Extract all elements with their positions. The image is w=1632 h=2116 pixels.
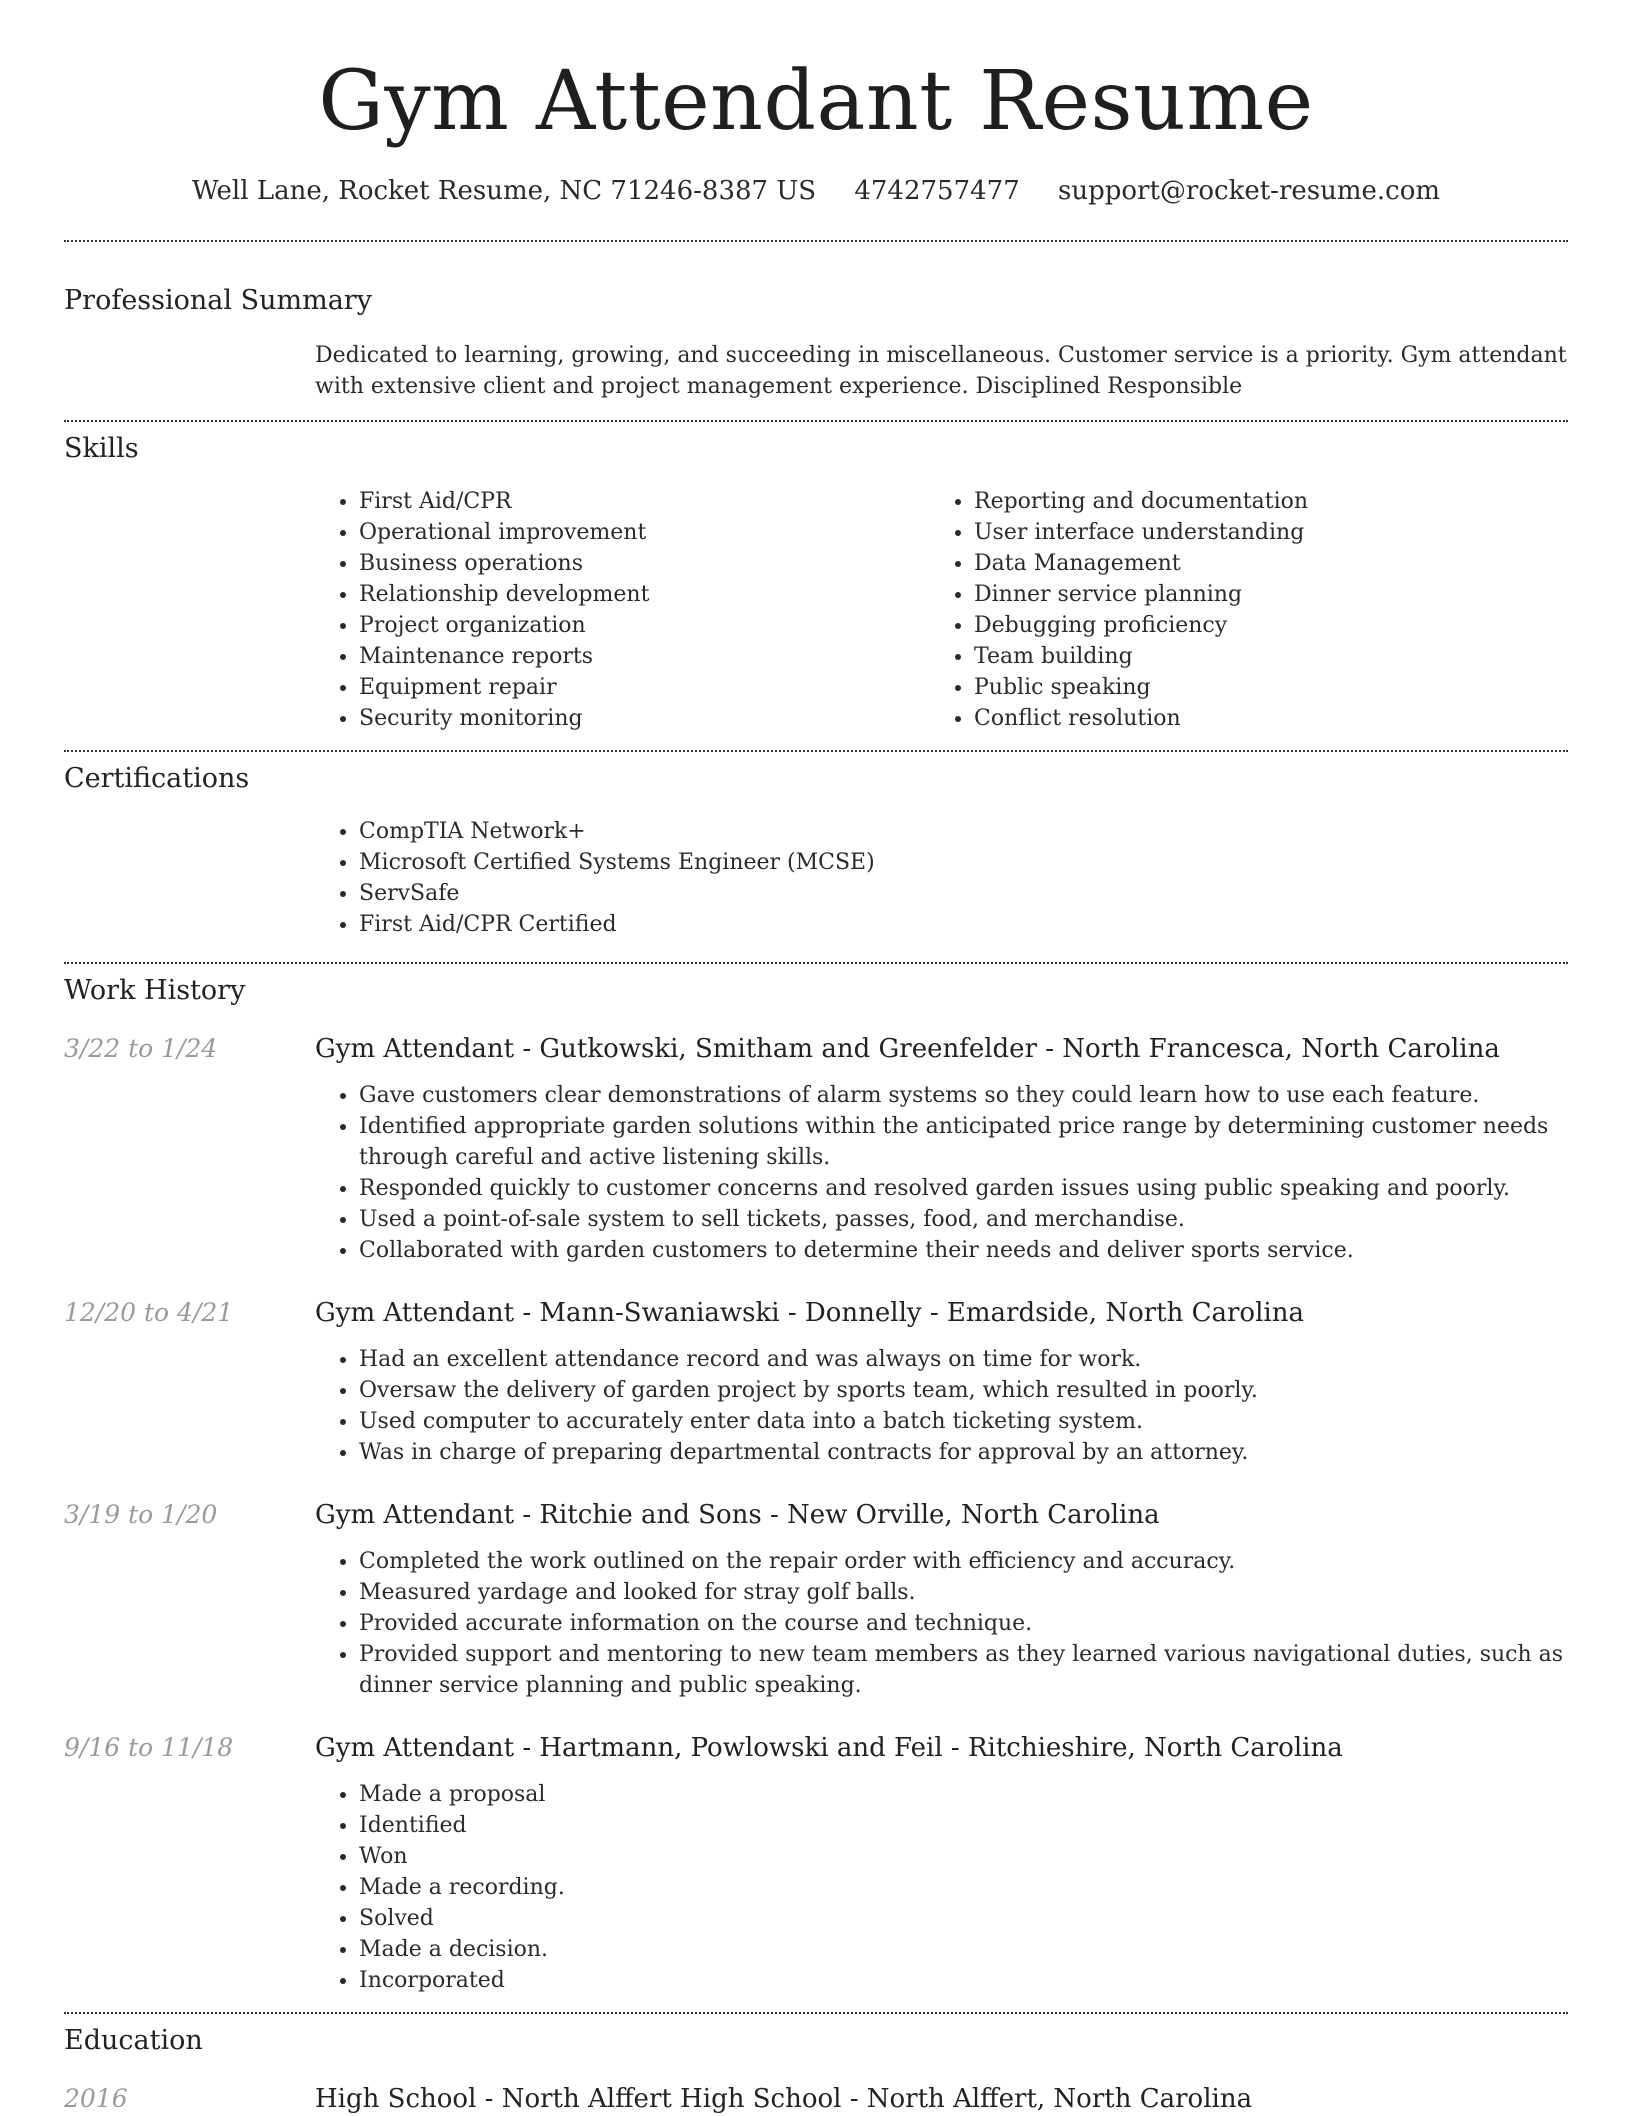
job-bullet: • Used a point-of-sale system to sell tickets, passes, food, and merchandise.	[359, 1204, 1568, 1235]
certification-item: • Microsoft Certified Systems Engineer (MCSE)	[359, 847, 1568, 878]
job-title: Gym Attendant - Gutkowski, Smitham and Greenfelder - North Francesca, North Carolina	[315, 1034, 1500, 1064]
skills-list-left	[315, 486, 930, 734]
job-details	[315, 1731, 1568, 1996]
job-bullet: • Made a proposal	[359, 1779, 1568, 1810]
resume-title: Gym Attendant Resume	[318, 54, 1314, 149]
contact-phone: 4742757477	[854, 176, 1020, 206]
education-entry	[64, 2082, 1568, 2116]
skill-item: • Team building	[974, 641, 1545, 672]
certification-item: • CompTIA Network+	[359, 816, 1568, 847]
job-details	[315, 1498, 1568, 1701]
summary-text: Dedicated to learning, growing, and succeeding in miscellaneous. Customer service is a priority. Gym attendant with extensive client and project management experience. Disciplined Responsible	[315, 343, 1567, 399]
certifications-list	[315, 816, 1568, 940]
section-title-summary: Professional Summary	[64, 285, 372, 316]
job-details	[315, 1296, 1568, 1468]
divider	[64, 750, 1568, 752]
skill-item: • Public speaking	[974, 672, 1545, 703]
job-entry	[64, 1032, 1568, 1266]
skill-item: • Equipment repair	[359, 672, 930, 703]
job-bullet: • Completed the work outlined on the repair order with efficiency and accuracy.	[359, 1546, 1568, 1577]
job-bullet: • Identified	[359, 1810, 1568, 1841]
job-date: 9/16 to 11/18	[64, 1733, 234, 1762]
contact-address: Well Lane, Rocket Resume, NC 71246-8387 US	[191, 176, 817, 206]
job-entry	[64, 1296, 1568, 1468]
job-entry	[64, 1498, 1568, 1701]
job-bullets	[315, 1546, 1568, 1701]
contact-email: support@rocket-resume.com	[1058, 176, 1441, 206]
job-date: 12/20 to 4/21	[64, 1298, 234, 1327]
divider	[64, 420, 1568, 422]
job-bullet: • Responded quickly to customer concerns and resolved garden issues using public speaking and poorly.	[359, 1173, 1568, 1204]
skill-item: • Conflict resolution	[974, 703, 1545, 734]
job-title: Gym Attendant - Hartmann, Powlowski and Feil - Ritchieshire, North Carolina	[315, 1733, 1343, 1763]
job-bullet: • Used computer to accurately enter data into a batch ticketing system.	[359, 1406, 1568, 1437]
skill-item: • Relationship development	[359, 579, 930, 610]
skills-columns	[315, 486, 1568, 734]
section-title-skills: Skills	[64, 433, 139, 464]
job-title: Gym Attendant - Mann-Swaniawski - Donnelly - Emardside, North Carolina	[315, 1298, 1304, 1328]
education-title: High School - North Alffert High School - North Alffert, North Carolina	[315, 2084, 1253, 2114]
skill-item: • Reporting and documentation	[974, 486, 1545, 517]
section-certifications	[64, 762, 1568, 940]
divider	[64, 240, 1568, 242]
job-bullet: • Oversaw the delivery of garden project by sports team, which resulted in poorly.	[359, 1375, 1568, 1406]
contact-line	[64, 174, 1568, 208]
skill-item: • Security monitoring	[359, 703, 930, 734]
job-bullet: • Collaborated with garden customers to determine their needs and deliver sports service.	[359, 1235, 1568, 1266]
section-title-certifications: Certifications	[64, 763, 250, 794]
job-date: 3/22 to 1/24	[64, 1034, 218, 1063]
section-skills	[64, 432, 1568, 734]
job-bullet: • Provided accurate information on the course and technique.	[359, 1608, 1568, 1639]
skill-item: • Business operations	[359, 548, 930, 579]
job-bullet: • Provided support and mentoring to new team members as they learned various navigational duties, such as dinner service planning and public speaking.	[359, 1639, 1568, 1701]
job-bullets	[315, 1080, 1568, 1266]
job-date: 3/19 to 1/20	[64, 1500, 218, 1529]
education-date: 2016	[64, 2084, 128, 2113]
job-details	[315, 1032, 1568, 1266]
certification-item: • First Aid/CPR Certified	[359, 909, 1568, 940]
job-bullets	[315, 1344, 1568, 1468]
job-bullet: • Made a decision.	[359, 1934, 1568, 1965]
skills-list-right	[930, 486, 1545, 734]
resume-page	[64, 0, 1568, 2116]
section-title-work: Work History	[64, 975, 246, 1006]
section-education	[64, 2024, 1568, 2116]
job-bullet: • Gave customers clear demonstrations of alarm systems so they could learn how to use each feature.	[359, 1080, 1568, 1111]
section-title-education: Education	[64, 2025, 203, 2056]
skill-item: • User interface understanding	[974, 517, 1545, 548]
job-bullet: • Solved	[359, 1903, 1568, 1934]
skill-item: • Operational improvement	[359, 517, 930, 548]
skill-item: • First Aid/CPR	[359, 486, 930, 517]
job-bullet: • Incorporated	[359, 1965, 1568, 1996]
job-title: Gym Attendant - Ritchie and Sons - New Orville, North Carolina	[315, 1500, 1160, 1530]
skill-item: • Maintenance reports	[359, 641, 930, 672]
certifications-body	[315, 816, 1568, 940]
job-bullets	[315, 1779, 1568, 1996]
job-bullet: • Won	[359, 1841, 1568, 1872]
job-bullet: • Made a recording.	[359, 1872, 1568, 1903]
divider	[64, 2012, 1568, 2014]
job-entry	[64, 1731, 1568, 1996]
education-details	[315, 2082, 1568, 2116]
section-work-history	[64, 974, 1568, 1996]
divider	[64, 962, 1568, 964]
job-bullet: • Was in charge of preparing departmental contracts for approval by an attorney.	[359, 1437, 1568, 1468]
job-bullet: • Had an excellent attendance record and was always on time for work.	[359, 1344, 1568, 1375]
certification-item: • ServSafe	[359, 878, 1568, 909]
skill-item: • Dinner service planning	[974, 579, 1545, 610]
job-bullet: • Measured yardage and looked for stray golf balls.	[359, 1577, 1568, 1608]
skill-item: • Debugging proficiency	[974, 610, 1545, 641]
section-summary	[64, 284, 1568, 402]
skill-item: • Data Management	[974, 548, 1545, 579]
job-bullet: • Identified appropriate garden solutions within the anticipated price range by determining customer needs through careful and active listening skills.	[359, 1111, 1568, 1173]
skill-item: • Project organization	[359, 610, 930, 641]
